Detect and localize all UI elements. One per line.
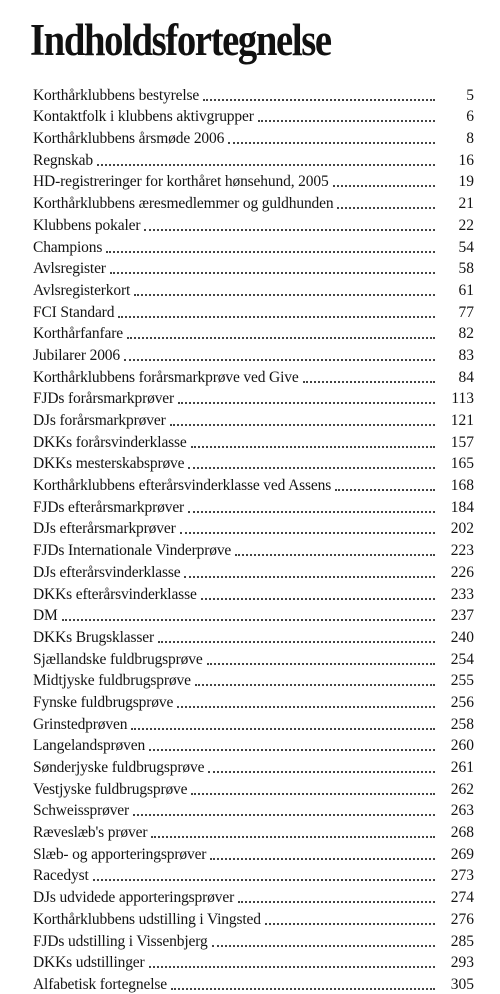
toc-entry-title: Jubilarer 2006 <box>33 346 121 364</box>
toc-entry-page-number: 77 <box>458 303 474 321</box>
toc-entry-title: DJs efterårsmarkprøver <box>33 520 176 538</box>
toc-entry-page-number: 256 <box>450 693 474 711</box>
dot-leader <box>134 294 435 296</box>
dot-leader <box>195 684 435 686</box>
toc-entry <box>33 951 474 973</box>
toc-entry-page-number: 261 <box>450 759 474 776</box>
toc-entry-page-number: 121 <box>450 412 474 429</box>
toc-entry-page-number: 258 <box>450 715 474 733</box>
toc-entry-page-number: 6 <box>466 108 474 126</box>
toc-entry <box>33 170 474 192</box>
toc-entry-page-number: 273 <box>450 867 474 885</box>
toc-entry-page-number: 202 <box>450 520 474 538</box>
toc-entry-page-number: 58 <box>458 260 474 278</box>
toc-entry-title: Alfabetisk fortegnelse <box>33 975 167 993</box>
dot-leader <box>203 99 435 101</box>
toc-entry-page-number: 240 <box>450 628 474 646</box>
toc-entry-page-number: 255 <box>450 672 474 690</box>
dot-leader <box>127 337 435 339</box>
toc-entry <box>33 126 474 148</box>
toc-entry-title: Korthårklubbens efterårsvinderklasse ved Assens <box>33 477 332 495</box>
toc-entry-title: Klubbens pokaler <box>33 216 141 234</box>
dot-leader <box>333 185 435 187</box>
toc-entry-title: Avlsregister <box>33 260 106 278</box>
dot-leader <box>118 316 435 318</box>
toc-entry-page-number: 237 <box>450 607 474 625</box>
dot-leader <box>151 836 435 838</box>
toc-entry <box>33 343 474 365</box>
toc-entry-title: FCI Standard <box>33 303 115 321</box>
toc-entry-title: FJDs efterårsmarkprøver <box>33 498 185 516</box>
toc-entry-title: DKKs efterårsvinderklasse <box>33 585 197 603</box>
toc-entry-title: Midtjyske fuldbrugsprøve <box>33 672 191 690</box>
toc-entry-title: Ræveslæb's prøver <box>33 824 148 842</box>
toc-entry-page-number: 165 <box>450 455 474 473</box>
toc-entry-page-number: 305 <box>450 975 474 993</box>
toc-entry <box>33 213 474 235</box>
dot-leader <box>335 489 435 491</box>
toc-entry-page-number: 276 <box>450 910 474 928</box>
dot-leader <box>144 229 435 231</box>
toc-entry <box>33 647 474 669</box>
toc-entry <box>33 365 474 387</box>
toc-entry <box>33 712 474 734</box>
toc-entry <box>33 690 474 712</box>
dot-leader <box>188 467 435 469</box>
toc-entry-page-number: 83 <box>458 346 474 364</box>
page-title: Indholdsfortegnelse <box>30 15 331 65</box>
toc-entry-page-number: 262 <box>450 780 474 798</box>
toc-entry-title: Korthårklubbens forårsmarkprøve ved Give <box>33 368 299 386</box>
dot-leader <box>207 663 435 665</box>
dot-leader <box>228 142 435 144</box>
toc-entry <box>33 972 474 994</box>
toc-entry <box>33 755 474 777</box>
toc-entry <box>33 148 474 170</box>
toc-entry-page-number: 168 <box>450 477 474 495</box>
dot-leader <box>62 619 435 621</box>
toc-entry <box>33 495 474 517</box>
dot-leader <box>171 988 435 990</box>
toc-entry <box>33 625 474 647</box>
dot-leader <box>238 901 435 903</box>
dot-leader <box>106 251 435 253</box>
toc-entry-page-number: 157 <box>450 433 474 451</box>
toc-entry-page-number: 254 <box>450 650 474 668</box>
toc-entry <box>33 669 474 691</box>
toc-entry-page-number: 82 <box>458 325 474 343</box>
dot-leader <box>212 945 435 947</box>
dot-leader <box>170 424 435 426</box>
toc-entry-title: DJs efterårsvinderklasse <box>33 563 181 581</box>
toc-entry-title: HD-registreringer for korthåret hønsehund, 2005 <box>33 173 329 191</box>
toc-entry-title: DJs udvidede apporteringsprøver <box>33 889 235 907</box>
toc-entry <box>33 235 474 257</box>
dot-leader <box>265 923 435 925</box>
toc-entry-title: DJs forårsmarkprøver <box>33 412 166 429</box>
toc-entry-title: Korthårklubbens bestyrelse <box>33 86 200 104</box>
toc-entry <box>33 408 474 430</box>
dot-leader <box>97 164 435 166</box>
dot-leader <box>235 554 435 556</box>
dot-leader <box>177 706 435 708</box>
dot-leader <box>191 446 435 448</box>
toc-entry-page-number: 54 <box>458 238 474 256</box>
toc-entry-page-number: 223 <box>450 542 474 560</box>
toc-entry-page-number: 233 <box>450 585 474 603</box>
toc-entry <box>33 864 474 886</box>
toc-entry-title: Korthårklubbens æresmedlemmer og guldhunden <box>33 195 334 213</box>
toc-entry-page-number: 5 <box>466 86 474 104</box>
dot-leader <box>210 858 435 860</box>
toc-entry-title: Slæb- og apporteringsprøver <box>33 845 207 863</box>
toc-entry-page-number: 113 <box>451 390 474 408</box>
toc-entry-page-number: 274 <box>450 889 474 907</box>
dot-leader <box>258 120 435 122</box>
dot-leader <box>184 576 435 578</box>
toc-entry <box>33 799 474 821</box>
toc-list <box>33 83 474 994</box>
toc-entry-page-number: 285 <box>450 932 474 950</box>
dot-leader <box>133 814 435 816</box>
toc-entry-page-number: 16 <box>458 151 474 169</box>
dot-leader <box>191 793 435 795</box>
toc-entry-page-number: 260 <box>450 737 474 755</box>
toc-entry <box>33 820 474 842</box>
toc-entry <box>33 430 474 452</box>
toc-entry <box>33 885 474 907</box>
toc-entry <box>33 278 474 300</box>
toc-entry-page-number: 184 <box>450 498 474 516</box>
toc-entry-title: FJDs forårsmarkprøver <box>33 390 175 408</box>
toc-entry <box>33 257 474 279</box>
dot-leader <box>93 879 435 881</box>
toc-entry <box>33 842 474 864</box>
toc-entry-page-number: 226 <box>450 563 474 581</box>
toc-entry <box>33 582 474 604</box>
dot-leader <box>131 728 435 730</box>
toc-entry-title: Regnskab <box>33 151 93 169</box>
toc-entry <box>33 604 474 626</box>
toc-entry <box>33 452 474 474</box>
toc-entry-page-number: 268 <box>450 824 474 842</box>
toc-entry-page-number: 19 <box>458 173 474 191</box>
toc-entry-title: Grinstedprøven <box>33 715 128 733</box>
toc-entry-page-number: 22 <box>458 216 474 234</box>
toc-entry <box>33 929 474 951</box>
dot-leader <box>180 532 435 534</box>
toc-entry-page-number: 61 <box>458 281 474 299</box>
toc-entry <box>33 734 474 756</box>
toc-entry <box>33 560 474 582</box>
toc-entry <box>33 517 474 539</box>
toc-entry-title: DKKs udstillinger <box>33 954 145 972</box>
toc-entry-title: Kontaktfolk i klubbens aktivgrupper <box>33 108 254 126</box>
dot-leader <box>178 402 435 404</box>
toc-entry <box>33 322 474 344</box>
dot-leader <box>149 749 435 751</box>
toc-entry-title: DKKs Brugsklasser <box>33 628 155 646</box>
toc-entry <box>33 907 474 929</box>
toc-entry-title: DKKs mesterskabsprøve <box>33 455 185 473</box>
toc-entry-title: Fynske fuldbrugsprøve <box>33 693 174 711</box>
toc-entry-title: Vestjyske fuldbrugsprøve <box>33 780 188 798</box>
dot-leader <box>149 966 435 968</box>
toc-entry-page-number: 84 <box>458 368 474 386</box>
toc-entry-title: Korthårfanfare <box>33 325 123 343</box>
toc-entry-title: FJDs udstilling i Vissenbjerg <box>33 932 208 950</box>
toc-entry-page-number: 8 <box>466 130 474 148</box>
dot-leader <box>124 359 435 361</box>
toc-entry-title: DKKs forårsvinderklasse <box>33 433 187 451</box>
toc-entry-title: FJDs Internationale Vinderprøve <box>33 542 232 560</box>
toc-entry <box>33 473 474 495</box>
toc-entry <box>33 300 474 322</box>
toc-entry-page-number: 293 <box>450 954 474 972</box>
dot-leader <box>110 272 435 274</box>
toc-entry <box>33 387 474 409</box>
toc-entry-page-number: 269 <box>450 845 474 863</box>
toc-entry <box>33 777 474 799</box>
toc-entry-title: Avlsregisterkort <box>33 281 131 299</box>
toc-entry-title: Champions <box>33 238 103 256</box>
toc-entry-title: Racedyst <box>33 867 89 885</box>
toc-entry-title: Langelandsprøven <box>33 737 146 755</box>
dot-leader <box>208 771 435 773</box>
toc-entry-title: Sjællandske fuldbrugsprøve <box>33 650 203 668</box>
toc-entry <box>33 83 474 105</box>
toc-entry-title: Sønderjyske fuldbrugsprøve <box>33 759 205 776</box>
dot-leader <box>201 598 435 600</box>
toc-entry <box>33 191 474 213</box>
dot-leader <box>188 511 435 513</box>
toc-entry <box>33 105 474 127</box>
toc-entry-page-number: 263 <box>450 802 474 820</box>
toc-entry-title: DM <box>33 607 58 625</box>
toc-entry <box>33 538 474 560</box>
dot-leader <box>337 207 435 209</box>
toc-entry-page-number: 21 <box>458 195 474 213</box>
dot-leader <box>158 641 435 643</box>
dot-leader <box>303 381 435 383</box>
toc-entry-title: Schweissprøver <box>33 802 130 820</box>
toc-entry-title: Korthårklubbens udstilling i Vingsted <box>33 910 261 928</box>
toc-entry-title: Korthårklubbens årsmøde 2006 <box>33 130 225 148</box>
